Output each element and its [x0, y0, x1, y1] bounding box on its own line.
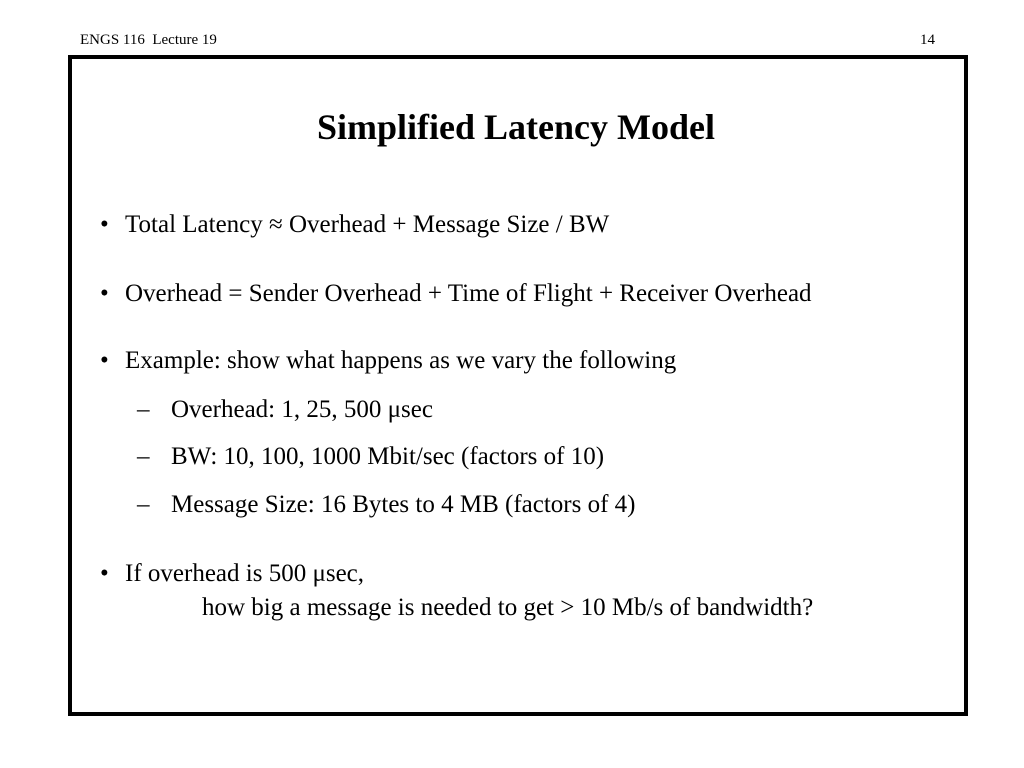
sub-bullet-marker: –: [137, 396, 150, 423]
bullet-marker: •: [100, 211, 109, 238]
sub-bullet-marker: –: [137, 443, 150, 470]
sub-bullet-marker: –: [137, 491, 150, 518]
slide-title: Simplified Latency Model: [317, 107, 715, 147]
bullet-text: Total Latency ≈ Overhead + Message Size / BW: [125, 211, 610, 238]
sub-bullet-text: Overhead: 1, 25, 500 μsec: [171, 396, 433, 423]
sub-bullet-text: BW: 10, 100, 1000 Mbit/sec (factors of 10): [171, 443, 605, 470]
page-number: 14: [920, 32, 935, 48]
bullet-text: Example: show what happens as we vary the following: [125, 347, 677, 374]
bullet-question-continuation: how big a message is needed to get > 10 Mb/s of bandwidth?: [202, 594, 814, 621]
sub-bullet-text: Message Size: 16 Bytes to 4 MB (factors of 4): [171, 491, 636, 518]
bullet-marker: •: [100, 560, 109, 587]
bullet-text: Overhead = Sender Overhead + Time of Flight + Receiver Overhead: [125, 280, 812, 307]
bullet-text: If overhead is 500 μsec,: [125, 560, 365, 587]
bullet-marker: •: [100, 347, 109, 374]
course-lecture-label: ENGS 116 Lecture 19: [80, 32, 217, 48]
bullet-marker: •: [100, 280, 109, 307]
